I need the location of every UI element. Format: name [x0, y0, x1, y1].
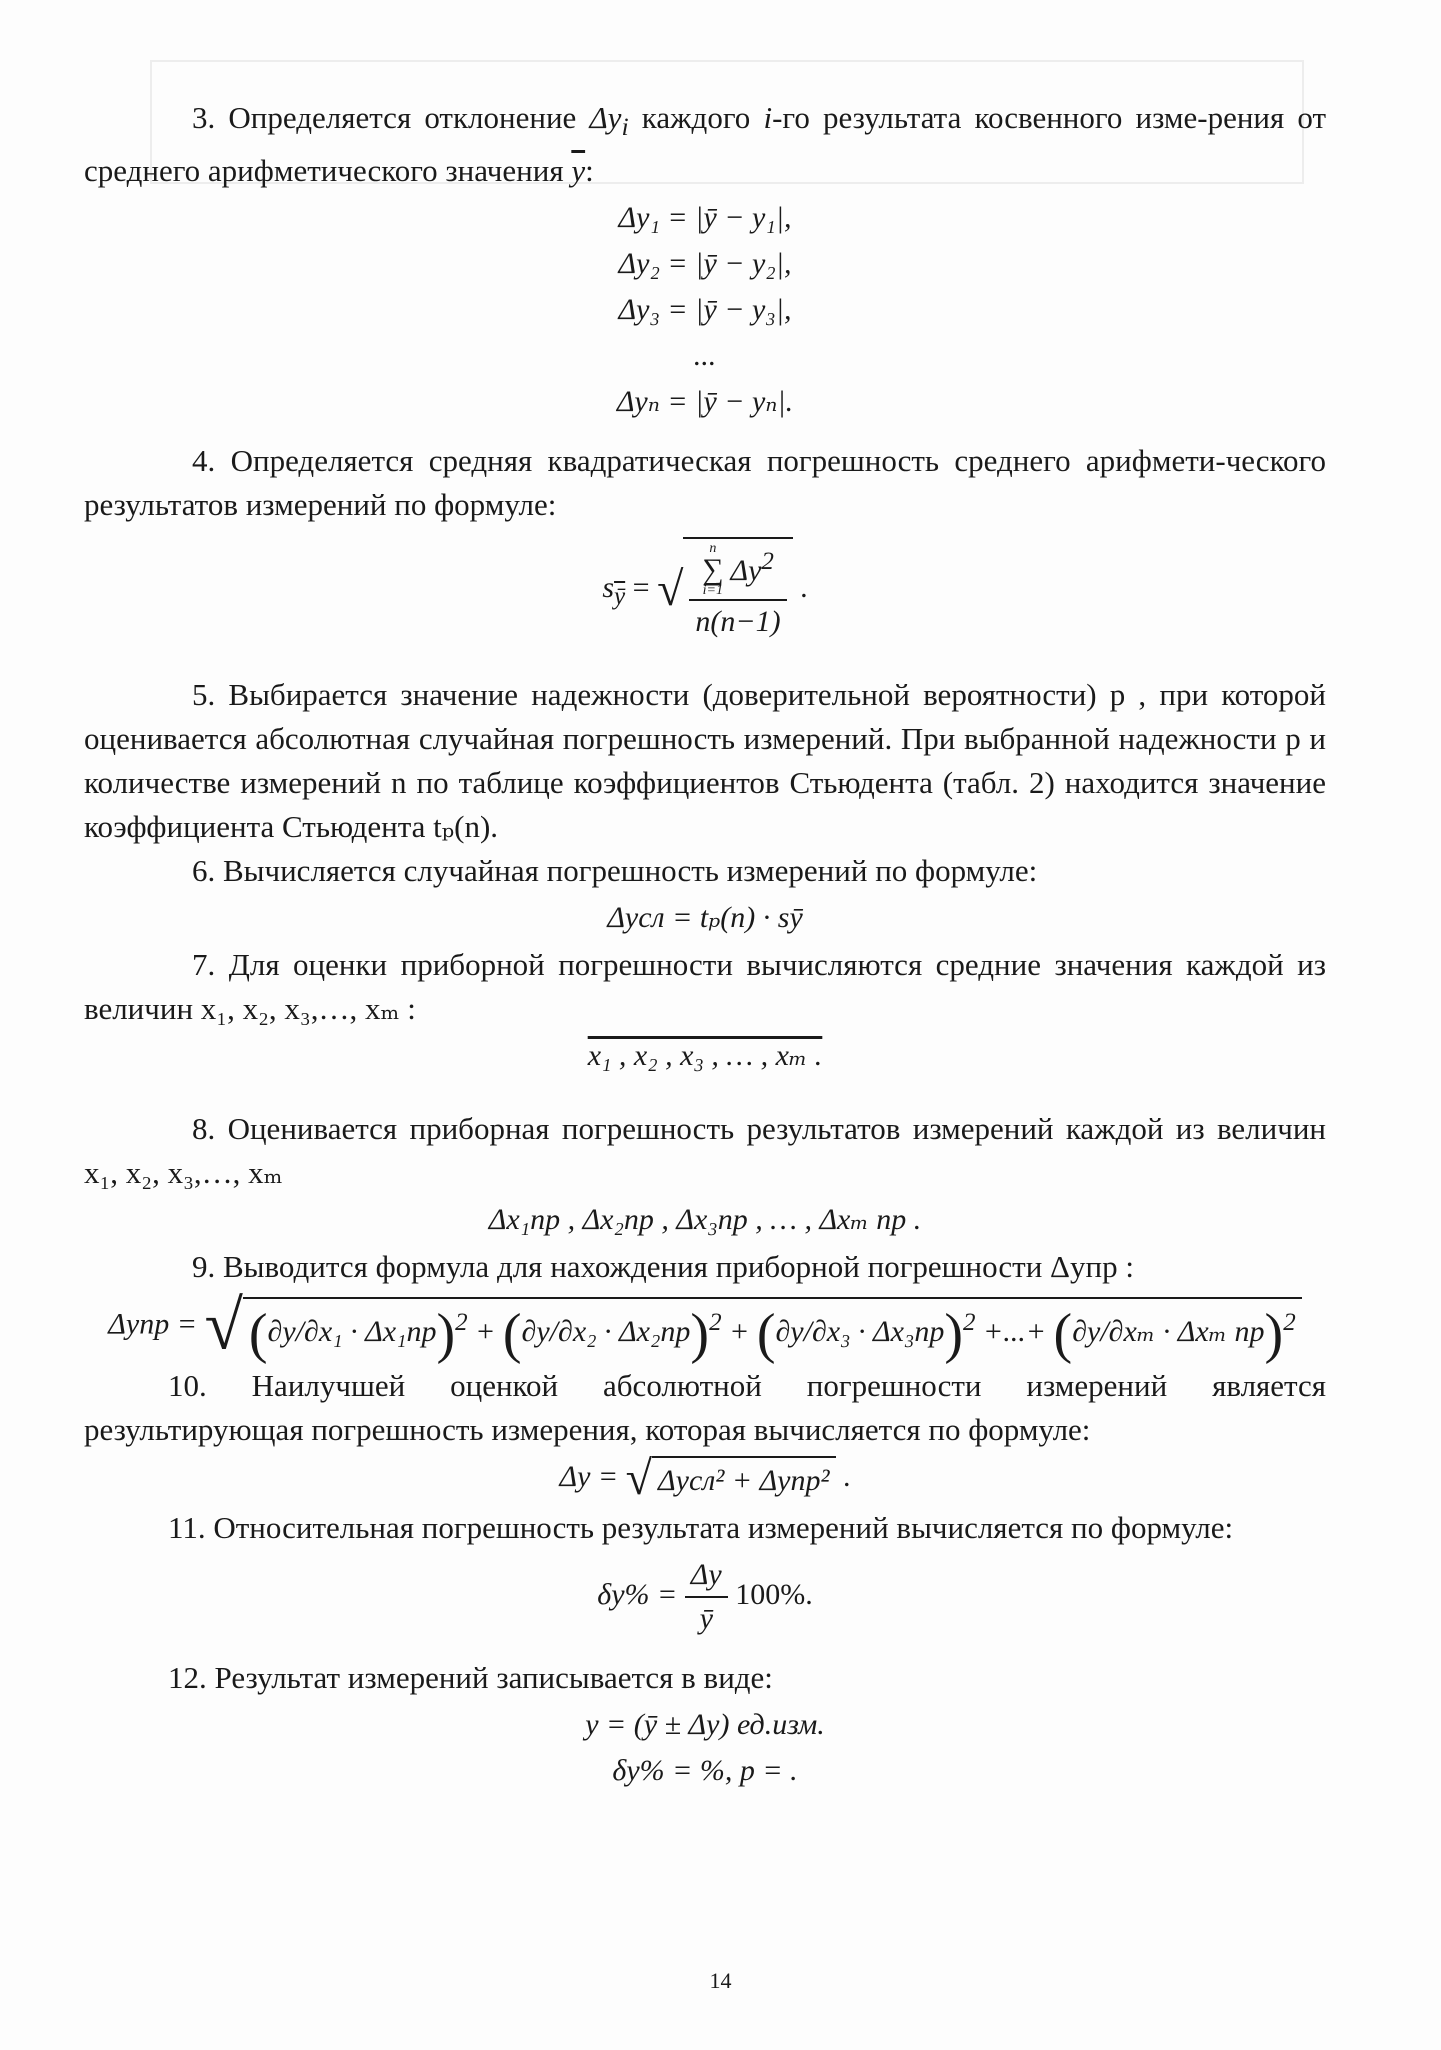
- item-12: [84, 1656, 1326, 1700]
- formula-lhs: Δyпр =: [108, 1307, 197, 1341]
- item-text: Результат измерений записывается в виде:: [214, 1660, 773, 1696]
- item-number: 10.: [168, 1368, 207, 1404]
- item-text: Определяется отклонение: [228, 100, 577, 135]
- instrument-error-formula: [84, 1287, 1326, 1366]
- item-text: Выбирается значение надежности (доверительной вероятности) p , при которой оценивается абсолютная случайная погрешность измерений. При выбранной надежности p и количестве измерений n по таблице коэффициентов Стьюдента (табл. 2) находится значение коэффициента Стьюдента tₚ(n).: [84, 677, 1326, 845]
- item-number: 6.: [192, 853, 216, 889]
- item-4: [84, 439, 1326, 527]
- item-text: каждого: [641, 100, 751, 135]
- item-number: 4.: [192, 443, 216, 479]
- item-number: 12.: [168, 1660, 207, 1696]
- fraction-denominator: n(n−1): [695, 605, 781, 639]
- y-mean: $\overline{y}$: [571, 153, 586, 189]
- fraction-numerator: [689, 541, 786, 601]
- exponent: 2: [1283, 1309, 1296, 1337]
- total-error-formula: [84, 1452, 1326, 1506]
- result-relative-formula: δy% = %, p = .: [612, 1754, 798, 1788]
- item-5: [84, 673, 1326, 849]
- radicand: [683, 537, 792, 643]
- item-7: [84, 943, 1326, 1031]
- sum-term: Δy: [730, 554, 762, 588]
- item-text: Вычисляется случайная погрешность измерений по формуле:: [223, 853, 1038, 889]
- item-number: 7.: [192, 947, 216, 983]
- sum-sign: ∑: [702, 553, 724, 587]
- item-number: 9.: [192, 1249, 216, 1285]
- deviation-formula-3: Δy₃ = |ȳ − y₃|,: [618, 293, 792, 327]
- subscript: i: [621, 112, 629, 142]
- term-m: ∂y/∂xₘ · Δxₘ пр: [1072, 1315, 1265, 1349]
- exponent: 2: [963, 1309, 976, 1337]
- item-number: 3.: [192, 100, 216, 135]
- term-3: ∂y/∂x₃ · Δx₃пр: [775, 1315, 945, 1349]
- radical-sign: √: [657, 563, 684, 617]
- item-9: [84, 1245, 1326, 1289]
- item-10: [84, 1364, 1326, 1452]
- formula-sub: ȳ: [614, 583, 626, 611]
- instrument-errors-formula: Δx₁пр , Δx₂пр , Δx₃пр , … , Δxₘ пр .: [488, 1203, 922, 1237]
- term-1: ∂y/∂x₁ · Δx₁пр: [267, 1315, 437, 1349]
- item-6: [84, 849, 1326, 893]
- item-8: [84, 1107, 1326, 1195]
- fraction: [689, 541, 786, 643]
- punct: :: [585, 153, 594, 189]
- equals: =: [632, 571, 650, 605]
- radicand: $(\partial y/\partial x_1 \cdot \Delta x_1пр)^2 + (\partial y/\partial x_2 \cdot \Delta x_2пр)^2 + (\partial y/\partial x_3 \cdot \Delta x_3пр)^2$ +...+ (∂y/∂xₘ · Δxₘ пр)$^2$: [243, 1297, 1302, 1356]
- mean-values-formula: x₁ , x₂ , x₃ , … , xₘ .: [587, 1039, 823, 1073]
- fraction-numerator: Δy: [685, 1554, 728, 1598]
- item-3: [84, 96, 1326, 193]
- exponent: 2: [455, 1309, 468, 1337]
- formula-lhs: δy% =: [597, 1578, 678, 1612]
- item-text: Для оценки приборной погрешности вычисляются средние значения каждой из величин x₁, x₂, x₃,…, xₘ :: [84, 947, 1326, 1027]
- item-text: Наилучшей оценкой абсолютной погрешности измерений является результирующая погрешность измерения, которая вычисляется по формуле:: [84, 1368, 1327, 1448]
- item-text: Относительная погрешность результата измерений вычисляется по формуле:: [213, 1510, 1234, 1546]
- deviation-formula-1: Δy₁ = |ȳ − y₁|,: [618, 201, 792, 235]
- formula-lhs: s: [602, 571, 615, 605]
- exponent: 2: [709, 1309, 722, 1337]
- punct: .: [843, 1460, 851, 1494]
- fraction: [685, 1554, 728, 1640]
- index-var: i: [763, 100, 773, 135]
- item-number: 8.: [192, 1111, 216, 1147]
- radical-sign: √: [625, 1452, 653, 1506]
- deviation-formula-2: Δy₂ = |ȳ − y₂|,: [618, 247, 792, 281]
- std-error-formula: [84, 537, 1326, 643]
- punct: .: [800, 571, 808, 605]
- radicand: Δyсл² + Δyпр²: [652, 1456, 835, 1502]
- item-text: Выводится формула для нахождения приборной погрешности Δyпр :: [223, 1249, 1134, 1285]
- formula-rhs: 100%.: [735, 1578, 813, 1612]
- relative-error-formula: [84, 1554, 1326, 1640]
- deviation-formula-dots: ...: [693, 339, 717, 373]
- sum-top: n: [709, 541, 717, 557]
- term-2: ∂y/∂x₂ · Δx₂пр: [521, 1315, 691, 1349]
- item-text: -го результата косвенного изме-рения от среднего арифметического значения: [84, 100, 1327, 189]
- deviation-formula-n: Δyₙ = |ȳ − yₙ|.: [616, 385, 794, 419]
- item-text: Оценивается приборная погрешность результатов измерений каждой из величин x₁, x₂, x₃,…, xₘ: [84, 1111, 1326, 1191]
- item-11: [84, 1506, 1326, 1550]
- fraction-denominator: ȳ: [699, 1602, 713, 1636]
- sum-bottom: i=1: [702, 583, 723, 599]
- radical-sign: √: [204, 1287, 243, 1365]
- delta-y: Δy: [589, 100, 622, 135]
- result-formula: y = (ȳ ± Δy) ед.изм.: [585, 1708, 825, 1742]
- random-error-formula: Δyсл = tₚ(n) · sȳ: [607, 901, 803, 935]
- exponent: 2: [761, 548, 774, 576]
- item-number: 11.: [168, 1510, 206, 1546]
- ellipsis: +...+: [983, 1315, 1047, 1349]
- item-text: Определяется средняя квадратическая погрешность среднего арифмети-ческого результатов измерений по формуле:: [84, 443, 1326, 523]
- page-number: 14: [709, 1968, 732, 1993]
- item-number: 5.: [192, 677, 216, 713]
- formula-lhs: Δy =: [559, 1460, 619, 1494]
- page-content: [84, 96, 1326, 1796]
